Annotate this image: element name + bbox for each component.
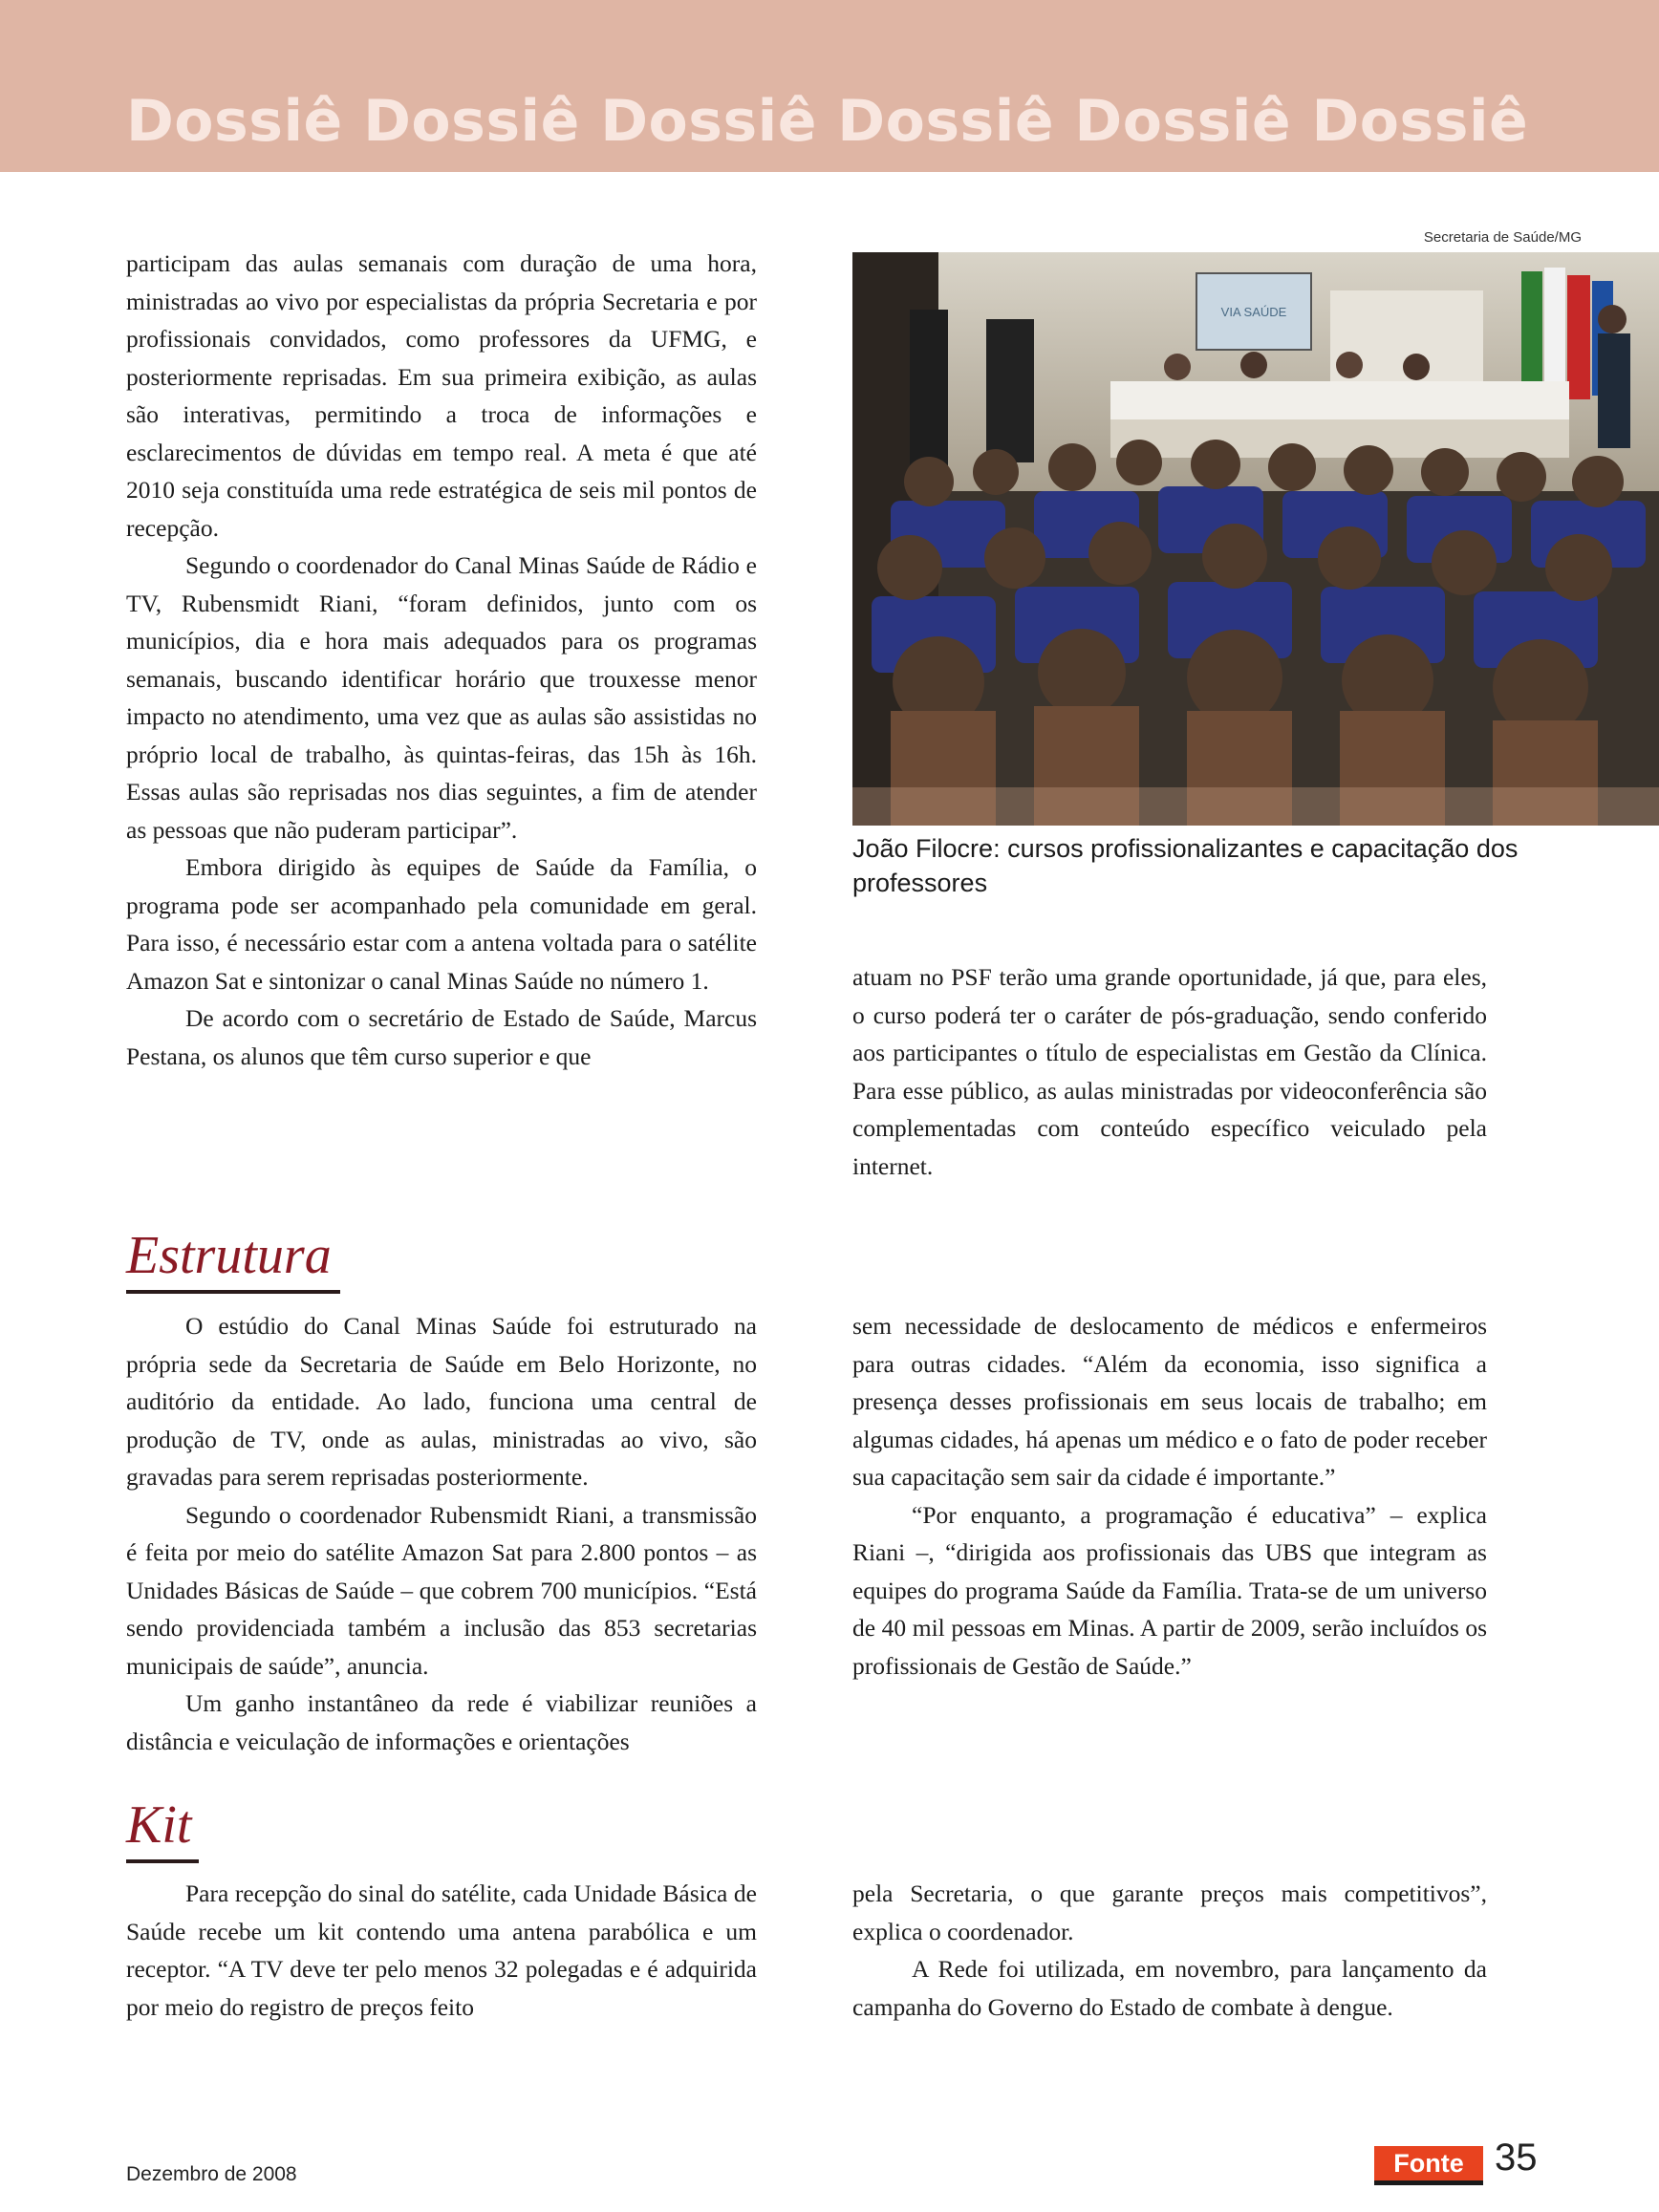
conference-photo-illustration: [852, 252, 1659, 826]
kit-paragraph: A Rede foi utilizada, em novembro, para lançamento da campanha do Governo do Estado de combate à dengue.: [852, 1955, 1487, 2021]
intro-paragraph: atuam no PSF terão uma grande oportunidade, já que, para eles, o curso poderá ter o caráter de pós-graduação, sendo conferido aos participantes o título de especialistas em Gestão da Clínica. Para esse público, as aulas ministradas por videoconferência são complementadas com conteúdo específico veiculado pela internet.: [852, 963, 1487, 1180]
section-title-rule: [126, 1290, 340, 1294]
intro-paragraph: De acordo com o secretário de Estado de Saúde, Marcus Pestana, os alunos que têm curso superior e que: [126, 1004, 757, 1070]
intro-paragraph: participam das aulas semanais com duração de uma hora, ministradas ao vivo por especialistas da própria Secretaria e por profissionais convidados, como professores da UFMG, e posteriormente reprisadas. Em sua primeira exibição, as aulas são interativas, permitindo a troca de informações e esclarecimentos de dúvidas em tempo real. A meta é que até 2010 seja constituída uma rede estratégica de seis mil pontos de recepção.: [126, 249, 757, 542]
estrutura-paragraph: Segundo o coordenador Rubensmidt Riani, a transmissão é feita por meio do satélite Amazon Sat para 2.800 pontos – as Unidades Básicas de Saúde – que cobrem 700 municípios. “Está sendo providenciada também a inclusão das 853 secretarias municipais de saúde”, anuncia.: [126, 1500, 757, 1680]
kit-paragraph: pela Secretaria, o que garante preços mais competitivos”, explica o coordenador.: [852, 1879, 1487, 1945]
estrutura-paragraph: Um ganho instantâneo da rede é viabilizar reuniões a distância e veiculação de informações e orientações: [126, 1689, 757, 1755]
intro-paragraph: Embora dirigido às equipes de Saúde da Família, o programa pode ser acompanhado pela comunidade em geral. Para isso, é necessário estar com a antena voltada para o satélite Amazon Sat e sintonizar o canal Minas Saúde no número 1.: [126, 853, 757, 995]
issue-date: Dezembro de 2008: [126, 2163, 297, 2185]
estrutura-left-column: [126, 1307, 757, 1760]
section-title-kit: Kit: [126, 1795, 192, 1855]
section-title-estrutura: Estrutura: [126, 1226, 332, 1285]
photo-caption: João Filocre: cursos profissionalizantes e capacitação dos professores: [852, 834, 1519, 897]
estrutura-paragraph: sem necessidade de deslocamento de médicos e enfermeiros para outras cidades. “Além da economia, isso significa a presença desses profissionais em seus locais de trabalho; em algumas cidades, há apenas um médico e o fato de poder receber sua capacitação sem sair da cidade é importante.”: [852, 1312, 1487, 1491]
screen-text: VIA SAÚDE: [1220, 305, 1287, 319]
header-band: [0, 0, 1659, 172]
kit-paragraph: Para recepção do sinal do satélite, cada Unidade Básica de Saúde recebe um kit contendo uma antena parabólica e um receptor. “A TV deve ter pelo menos 32 polegadas e é adquirida por meio do registro de preços feito: [126, 1879, 757, 2021]
section-title-rule: [126, 1859, 199, 1863]
photo-credit: Secretaria de Saúde/MG: [1423, 229, 1582, 246]
intro-left-column: [126, 245, 757, 1075]
page-number: 35: [1495, 2137, 1538, 2179]
estrutura-paragraph: O estúdio do Canal Minas Saúde foi estruturado na própria sede da Secretaria de Saúde em Belo Horizonte, no auditório da entidade. Ao lado, funciona uma central de produção de TV, onde as aulas, ministradas ao vivo, são gravadas para serem reprisadas posteriormente.: [126, 1312, 757, 1491]
kit-right-column: [852, 1875, 1487, 2026]
intro-right-column: [852, 958, 1487, 1185]
kit-left-column: [126, 1875, 757, 2026]
section-header-title: Dossiê Dossiê Dossiê Dossiê Dossiê Dossiê: [126, 88, 1529, 155]
magazine-logo: Fonte: [1374, 2146, 1483, 2180]
intro-paragraph: Segundo o coordenador do Canal Minas Saúde de Rádio e TV, Rubensmidt Riani, “foram definidos, junto com os municípios, dia e hora mais adequados para os programas semanais, buscando identificar horário que trouxesse menor impacto no atendimento, uma vez que as aulas são assistidas no próprio local de trabalho, às quintas-feiras, das 15h às 16h. Essas aulas são reprisadas nos dias seguintes, a fim de atender as pessoas que não puderam participar”.: [126, 551, 757, 844]
estrutura-paragraph: “Por enquanto, a programação é educativa” – explica Riani –, “dirigida aos profissionais das UBS que integram as equipes do programa Saúde da Família. Trata-se de um universo de 40 mil pessoas em Minas. A partir de 2009, serão incluídos os profissionais de Gestão de Saúde.”: [852, 1500, 1487, 1680]
estrutura-right-column: [852, 1307, 1487, 1685]
conference-photo: [852, 252, 1659, 826]
logo-underline: [1374, 2180, 1483, 2185]
